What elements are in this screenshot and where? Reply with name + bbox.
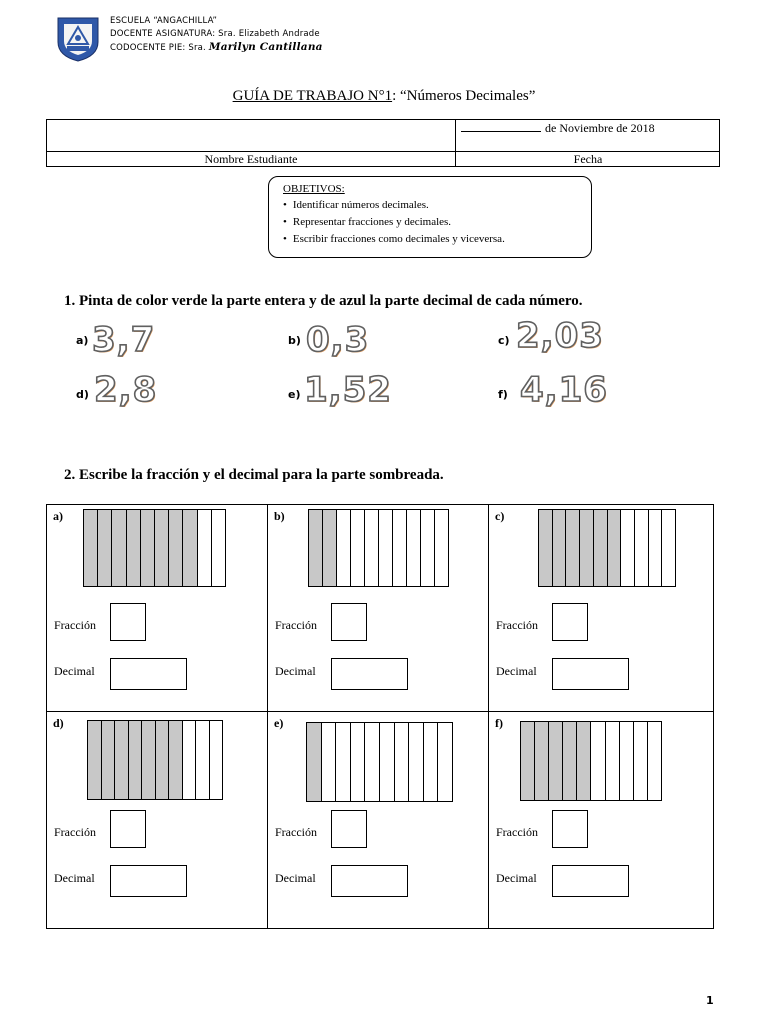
empty-strip[interactable] (379, 510, 393, 586)
shaded-strip[interactable] (323, 510, 337, 586)
fraction-answer-box[interactable] (331, 810, 367, 848)
shaded-strip[interactable] (580, 510, 594, 586)
empty-strip[interactable] (336, 723, 351, 801)
decimal-label: Decimal (54, 871, 95, 885)
empty-strip[interactable] (621, 510, 635, 586)
shaded-strip[interactable] (112, 510, 126, 586)
shaded-strip[interactable] (594, 510, 608, 586)
decimal-label: Decimal (275, 664, 316, 678)
item-label: e) (288, 388, 301, 401)
fraction-bar (87, 720, 223, 800)
coteacher-signature: Marilyn Cantillana (208, 41, 323, 53)
shaded-strip[interactable] (553, 510, 567, 586)
shaded-strip[interactable] (307, 723, 322, 801)
school-name: ESCUELA “ANGACHILLA” (110, 16, 218, 26)
fraction-label: Fracción (496, 825, 538, 839)
empty-strip[interactable] (649, 510, 663, 586)
decimal-number[interactable]: 4,16 (520, 370, 608, 410)
empty-strip[interactable] (407, 510, 421, 586)
empty-strip[interactable] (662, 510, 675, 586)
empty-strip[interactable] (591, 722, 605, 800)
empty-strip[interactable] (635, 510, 649, 586)
cell-label: a) (53, 509, 63, 523)
fraction-answer-box[interactable] (110, 810, 146, 848)
shaded-strip[interactable] (155, 510, 169, 586)
shaded-strip[interactable] (535, 722, 549, 800)
cell-label: f) (495, 716, 503, 730)
cell-label: d) (53, 716, 64, 730)
decimal-label: Decimal (275, 871, 316, 885)
question-1-text: 1. Pinta de color verde la parte entera y de azul la parte decimal de cada número. (64, 293, 583, 309)
empty-strip[interactable] (322, 723, 337, 801)
decimal-number[interactable]: 2,8 (94, 370, 158, 410)
school-logo (54, 14, 102, 62)
shaded-strip[interactable] (566, 510, 580, 586)
fraction-label: Fracción (496, 618, 538, 632)
shaded-strip[interactable] (549, 722, 563, 800)
empty-strip[interactable] (620, 722, 634, 800)
shaded-strip[interactable] (129, 721, 143, 799)
teacher-line: DOCENTE ASIGNATURA: Sra. Elizabeth Andrade (110, 29, 320, 39)
fraction-bar (520, 721, 662, 801)
empty-strip[interactable] (648, 722, 661, 800)
objectives-box (268, 176, 592, 258)
exercise-grid (46, 504, 714, 929)
fraction-label: Fracción (54, 825, 96, 839)
empty-strip[interactable] (395, 723, 410, 801)
empty-strip[interactable] (409, 723, 424, 801)
decimal-answer-box[interactable] (552, 658, 629, 690)
item-label: f) (498, 388, 508, 401)
decimal-number[interactable]: 2,03 (516, 316, 604, 356)
fraction-bar (538, 509, 676, 587)
shaded-strip[interactable] (141, 510, 155, 586)
shaded-strip[interactable] (539, 510, 553, 586)
decimal-answer-box[interactable] (331, 865, 408, 897)
objective-item: • Escribir fracciones como decimales y viceversa. (283, 231, 591, 248)
shaded-strip[interactable] (521, 722, 535, 800)
empty-strip[interactable] (210, 721, 223, 799)
empty-strip[interactable] (606, 722, 620, 800)
cell-label: e) (274, 716, 284, 730)
date-blank[interactable] (461, 121, 541, 132)
exercise-cell (268, 712, 490, 924)
objectives-list (283, 197, 591, 248)
empty-strip[interactable] (337, 510, 351, 586)
cell-label: b) (274, 509, 285, 523)
exercise-cell (489, 505, 711, 717)
shaded-strip[interactable] (169, 510, 183, 586)
item-label: c) (498, 334, 510, 347)
empty-strip[interactable] (435, 510, 448, 586)
student-info-table (46, 119, 720, 167)
coteacher-line (110, 41, 323, 53)
objectives-title: OBJETIVOS: (283, 183, 345, 195)
fraction-answer-box[interactable] (552, 603, 588, 641)
shaded-strip[interactable] (115, 721, 129, 799)
objective-item: • Representar fracciones y decimales. (283, 214, 591, 231)
empty-strip[interactable] (212, 510, 225, 586)
fraction-label: Fracción (54, 618, 96, 632)
empty-strip[interactable] (393, 510, 407, 586)
coteacher-prefix: CODOCENTE PIE: Sra. (110, 43, 206, 53)
cell-label: c) (495, 509, 505, 523)
shaded-strip[interactable] (577, 722, 591, 800)
empty-strip[interactable] (421, 510, 435, 586)
exercise-cell (47, 712, 269, 924)
empty-strip[interactable] (183, 721, 197, 799)
fraction-label: Fracción (275, 825, 317, 839)
empty-strip[interactable] (438, 723, 452, 801)
empty-strip[interactable] (634, 722, 648, 800)
objective-item: • Identificar números decimales. (283, 197, 591, 214)
exercise-cell (489, 712, 711, 924)
decimal-number[interactable]: 3,7 (92, 320, 156, 360)
exercise-cell (268, 505, 490, 717)
empty-strip[interactable] (424, 723, 439, 801)
decimal-label: Decimal (54, 664, 95, 678)
decimal-number[interactable]: 0,3 (306, 320, 370, 360)
shaded-strip[interactable] (88, 721, 102, 799)
page-title (0, 88, 768, 105)
item-label: a) (76, 334, 89, 347)
shaded-strip[interactable] (156, 721, 170, 799)
empty-strip[interactable] (365, 510, 379, 586)
empty-strip[interactable] (351, 723, 366, 801)
shaded-strip[interactable] (169, 721, 183, 799)
empty-strip[interactable] (198, 510, 212, 586)
empty-strip[interactable] (380, 723, 395, 801)
shaded-strip[interactable] (309, 510, 323, 586)
shaded-strip[interactable] (127, 510, 141, 586)
decimal-answer-box[interactable] (552, 865, 629, 897)
date-label: Fecha (573, 152, 603, 166)
empty-strip[interactable] (196, 721, 210, 799)
decimal-label: Decimal (496, 871, 537, 885)
title-guide: GUÍA DE TRABAJO N°1 (232, 88, 393, 104)
question-2-text: 2. Escribe la fracción y el decimal para la parte sombreada. (64, 467, 444, 483)
date-text: de Noviembre de 2018 (545, 121, 655, 135)
decimal-number[interactable]: 1,52 (304, 370, 392, 410)
fraction-bar (306, 722, 453, 802)
decimal-answer-box[interactable] (110, 865, 187, 897)
exercise-cell (47, 505, 269, 717)
shaded-strip[interactable] (142, 721, 156, 799)
shaded-strip[interactable] (98, 510, 112, 586)
shaded-strip[interactable] (102, 721, 116, 799)
decimal-label: Decimal (496, 664, 537, 678)
student-name-label: Nombre Estudiante (204, 152, 298, 166)
shaded-strip[interactable] (563, 722, 577, 800)
date-field[interactable] (461, 121, 655, 136)
empty-strip[interactable] (351, 510, 365, 586)
fraction-bar (308, 509, 449, 587)
fraction-label: Fracción (275, 618, 317, 632)
fraction-answer-box[interactable] (110, 603, 146, 641)
decimal-answer-box[interactable] (331, 658, 408, 690)
item-label: b) (288, 334, 301, 347)
shaded-strip[interactable] (84, 510, 98, 586)
fraction-answer-box[interactable] (552, 810, 588, 848)
fraction-answer-box[interactable] (331, 603, 367, 641)
empty-strip[interactable] (365, 723, 380, 801)
shaded-strip[interactable] (183, 510, 197, 586)
item-label: d) (76, 388, 89, 401)
fraction-bar (83, 509, 226, 587)
decimal-answer-box[interactable] (110, 658, 187, 690)
title-topic: : “Números Decimales” (392, 88, 536, 104)
shaded-strip[interactable] (608, 510, 622, 586)
page-number: 1 (706, 994, 714, 1007)
